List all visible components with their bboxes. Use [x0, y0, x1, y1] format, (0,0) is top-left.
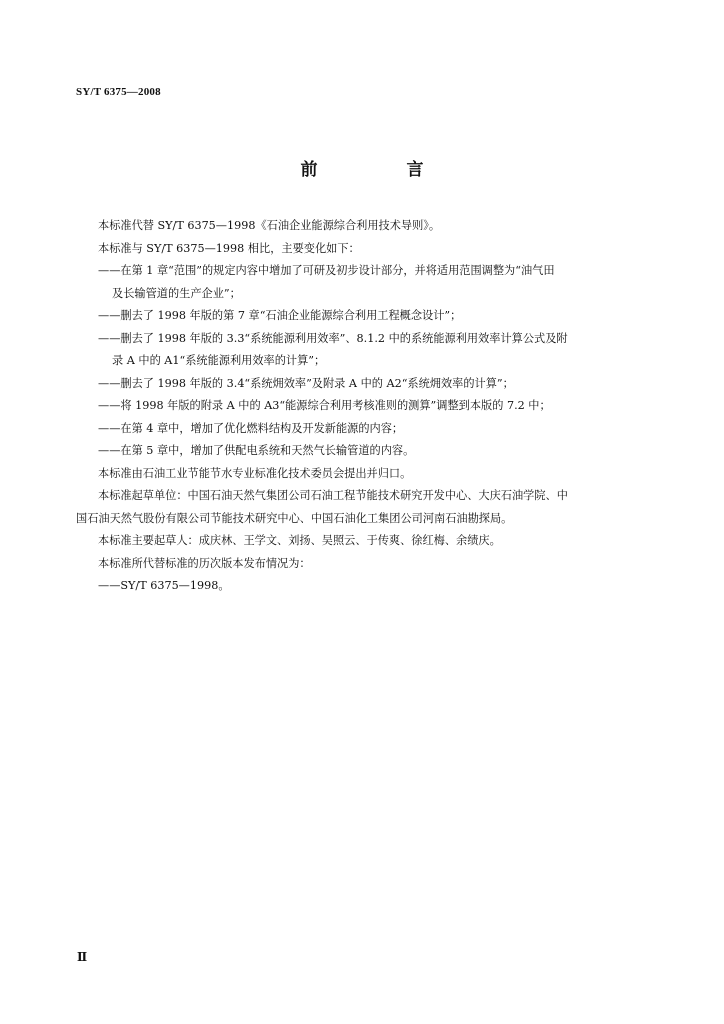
change-item-chapter4: ——在第 4 章中，增加了优化燃料结构及开发新能源的内容； — [98, 421, 404, 435]
change-item-appendix-a3: ——将 1998 年版的附录 A 中的 A3“能源综合利用考核准则的测算”调整到本版的 7.2 中； — [98, 399, 551, 412]
paragraph-replacement: 本标准代替 SY/T 6375—1998《石油企业能源综合利用技术导则》。 — [98, 219, 441, 232]
change-item-exergy: ——删去了 1998 年版的 3.4“系统㶲效率”及附录 A 中的 A2“系统㶲效率的计算”； — [98, 376, 514, 390]
change-item-scope: ——在第 1 章“范围”的规定内容中增加了可研及初步设计部分，并将适用范围调整为“油气田 — [98, 264, 555, 277]
page-title: 前 言 — [300, 160, 460, 180]
page-number: Ⅱ — [77, 950, 88, 964]
change-item-efficiency: ——删去了 1998 年版的 3.3“系统能源利用效率”、8.1.2 中的系统能源利用效率计算公式及附 — [98, 331, 568, 345]
paragraph-changes-intro: 本标准与 SY/T 6375—1998 相比，主要变化如下： — [98, 241, 360, 255]
paragraph-drafters: 本标准主要起草人：成庆林、王学文、刘扬、吴照云、于传爽、徐红梅、余绩庆。 — [98, 534, 501, 547]
paragraph-proposer: 本标准由石油工业节能节水专业标准化技术委员会提出并归口。 — [98, 466, 412, 480]
paragraph-history-intro: 本标准所代替标准的历次版本发布情况为： — [98, 556, 311, 570]
paragraph-drafting-units: 本标准起草单位：中国石油天然气集团公司石油工程节能技术研究开发中心、大庆石油学院、中 — [98, 489, 568, 502]
change-item-efficiency-continued: 录 A 中的 A1“系统能源利用效率的计算”； — [112, 354, 326, 367]
standard-code: SY/T 6375—2008 — [76, 86, 161, 98]
paragraph-drafting-units-continued: 国石油天然气股份有限公司节能技术研究中心、中国石油化工集团公司河南石油勘探局。 — [76, 511, 513, 525]
change-item-chapter5: ——在第 5 章中，增加了供配电系统和天然气长输管道的内容。 — [98, 444, 415, 457]
foreword-body — [76, 215, 636, 598]
change-item-chapter7: ——删去了 1998 年版的第 7 章“石油企业能源综合利用工程概念设计”； — [98, 309, 462, 322]
history-item: ——SY/T 6375—1998。 — [98, 579, 230, 592]
change-item-scope-continued: 及长输管道的生产企业”； — [112, 286, 241, 300]
